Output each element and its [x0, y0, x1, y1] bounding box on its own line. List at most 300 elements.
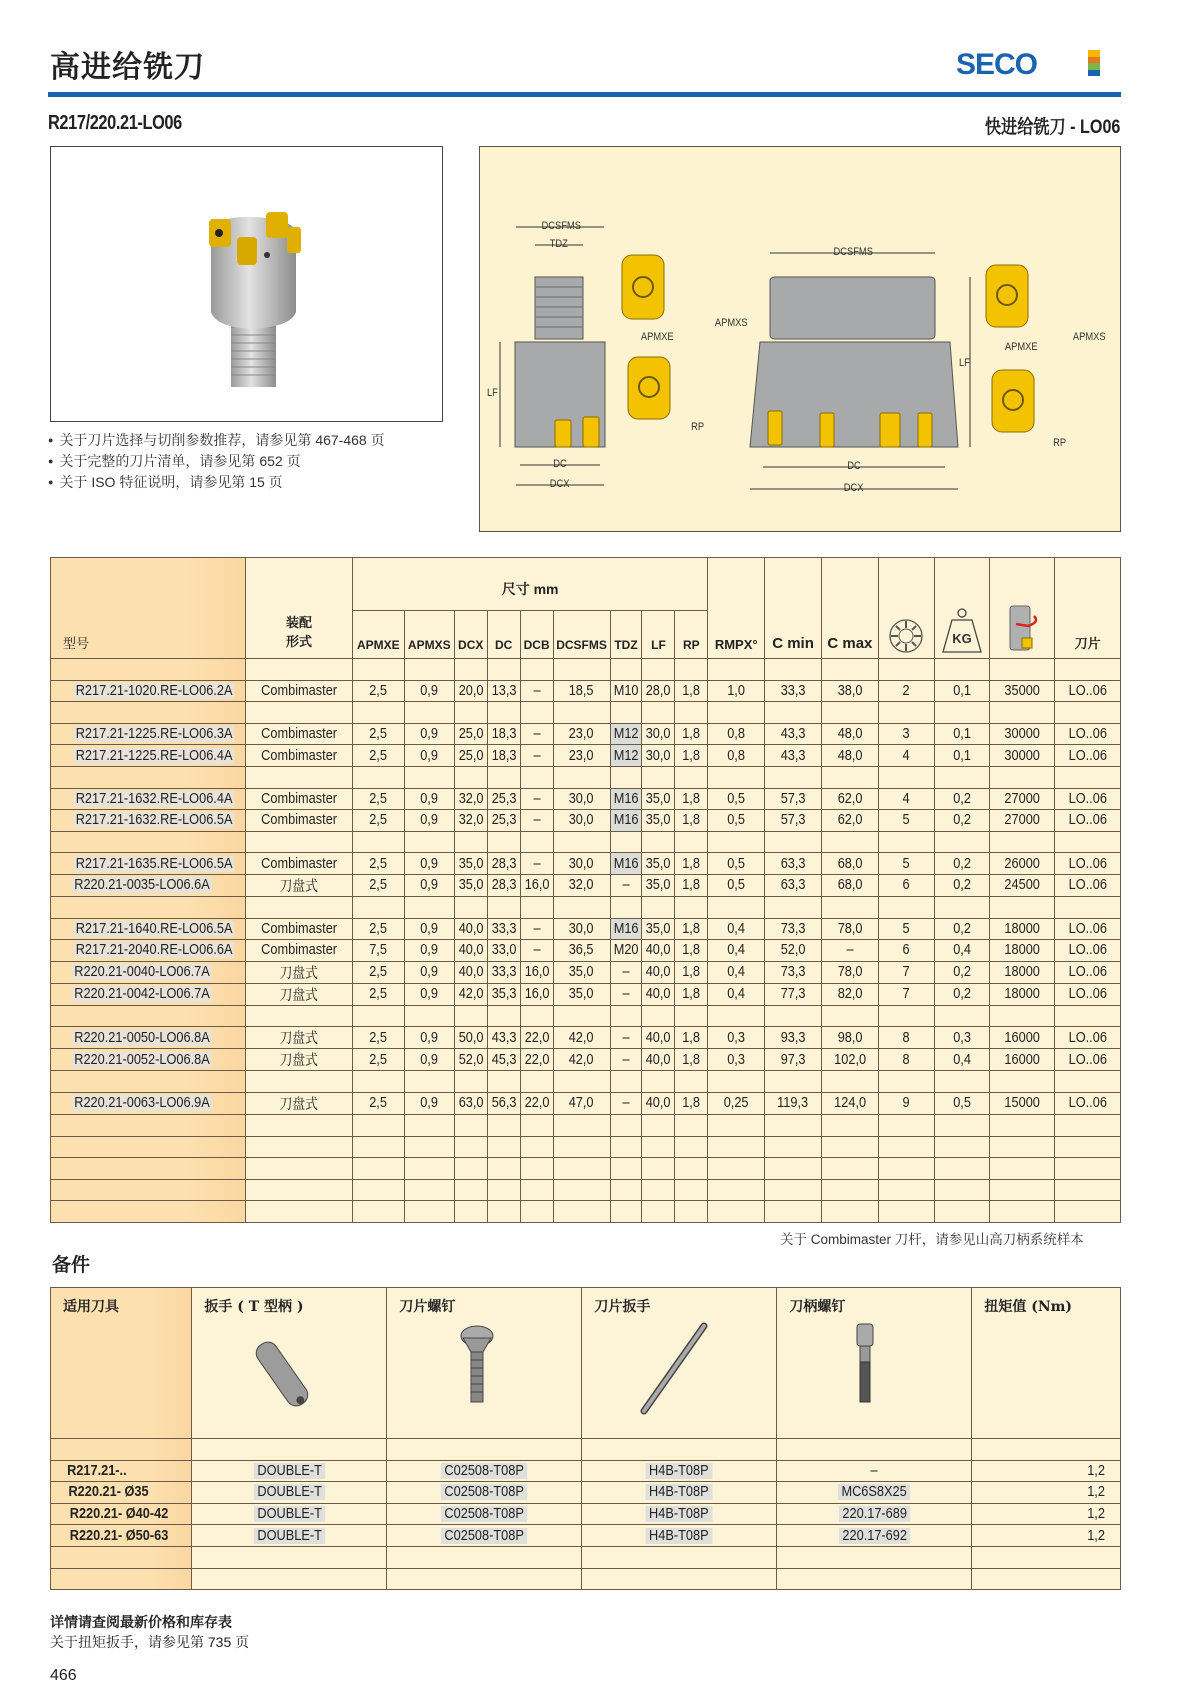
insert-value: LO..06 [1068, 964, 1107, 981]
dcx-value: 63,0 [458, 1095, 484, 1112]
apmxe-value: 2,5 [369, 682, 388, 699]
key-value: DOUBLE-T [254, 1528, 326, 1544]
col-model: 型号 [51, 558, 246, 659]
rp-value: 1,8 [682, 1051, 701, 1068]
cell-dcb [520, 874, 553, 896]
dc-value: 33,0 [491, 942, 517, 959]
cell-lf [642, 831, 675, 853]
cell-model [51, 874, 246, 896]
cell-cmax [821, 766, 878, 788]
cell-dcx [454, 1179, 487, 1201]
cell-rpm [990, 1136, 1055, 1158]
tool-value: R220.21- Ø35 [68, 1484, 149, 1501]
cell-lf [642, 766, 675, 788]
cell-tool [51, 1568, 192, 1590]
cell-holder-screw [777, 1482, 972, 1504]
label-lf: LF [486, 387, 498, 399]
cell-model [51, 1158, 246, 1180]
table-row [51, 1503, 1121, 1525]
cell-z [878, 766, 934, 788]
cell-dcx [454, 1158, 487, 1180]
cell-dc [487, 1136, 520, 1158]
cell-z [878, 1179, 934, 1201]
spacer-row [51, 1114, 1121, 1136]
cell-cmin [765, 788, 822, 810]
cell-rmpx [708, 831, 765, 853]
rmpx-value: 0,5 [727, 855, 746, 872]
cell-dcx [454, 1201, 487, 1223]
dc-value: 28,3 [491, 855, 517, 872]
rmpx-value: 0,25 [723, 1095, 749, 1112]
cell-cmax [821, 1005, 878, 1027]
cell-rmpx [708, 1114, 765, 1136]
cell-insert-key [582, 1460, 777, 1482]
cell-model [51, 1005, 246, 1027]
dcx-value: 35,0 [458, 855, 484, 872]
cell-dcx [454, 940, 487, 962]
cell-dcx [454, 983, 487, 1005]
cell-apmxe [352, 874, 404, 896]
cell-dc [487, 766, 520, 788]
cell-tdz [610, 702, 642, 724]
cell-model [51, 680, 246, 702]
insert-screw-label: 刀片螺钉 [399, 1299, 456, 1315]
kg-value: 0,2 [953, 790, 971, 807]
rpm-value: 18000 [1004, 920, 1041, 937]
cell-cmax [821, 918, 878, 940]
cell-mount [246, 1158, 353, 1180]
note-item: ● 关于完整的刀片清单，请参见第 652 页 [48, 451, 385, 472]
cell-screw [387, 1482, 582, 1504]
z-value: 6 [902, 942, 910, 959]
rpm-value: 16000 [1004, 1051, 1041, 1068]
cell-tool [51, 1460, 192, 1482]
dcx-value: 40,0 [458, 942, 484, 959]
label-lf-large: LF [958, 357, 970, 369]
cell-rmpx [708, 918, 765, 940]
cell-lf [642, 853, 675, 875]
cell-mount [246, 918, 353, 940]
cell-model [51, 1027, 246, 1049]
tdz-value: – [622, 877, 630, 894]
rmpx-value: 1,0 [727, 682, 746, 699]
cell-rp [675, 1092, 708, 1114]
cell-model [51, 831, 246, 853]
lf-value: 40,0 [646, 1029, 671, 1046]
dcb-value: – [533, 682, 541, 699]
lf-value: 40,0 [646, 986, 671, 1003]
cell-cmax [821, 1049, 878, 1071]
key-value: DOUBLE-T [254, 1484, 326, 1500]
cell-cmax [821, 874, 878, 896]
cell-apmxs [404, 766, 454, 788]
dcsfms-value: 32,0 [569, 877, 594, 894]
cell-tdz [610, 1158, 642, 1180]
empty-cell [582, 1439, 777, 1461]
lf-value: 35,0 [646, 877, 671, 894]
table-row [51, 1092, 1121, 1114]
insert-value: LO..06 [1068, 812, 1107, 829]
dcx-value: 35,0 [458, 877, 484, 894]
cmax-value: 78,0 [837, 964, 863, 981]
cell-dcsfms [553, 1049, 610, 1071]
cell-apmxs [404, 788, 454, 810]
cell-rp [675, 766, 708, 788]
model-code: R220.21-0035-LO06.6A [74, 877, 210, 894]
cell-apmxe [352, 702, 404, 724]
cmin-value: 97,3 [780, 1051, 806, 1068]
insert-key-value: H4B-T08P [646, 1528, 713, 1544]
cell-apmxe [352, 1049, 404, 1071]
apmxs-value: 0,9 [420, 682, 439, 699]
cell-apmxe [352, 1005, 404, 1027]
col-torque: 扭矩值 (Nm) [972, 1288, 1121, 1439]
cell-dc [487, 1027, 520, 1049]
dcx-value: 50,0 [458, 1029, 484, 1046]
cell-rmpx [708, 896, 765, 918]
insert-screw-icon [399, 1316, 569, 1426]
cell-kg [934, 1071, 990, 1093]
kg-value: 0,2 [953, 964, 971, 981]
cell-dcb [520, 1027, 553, 1049]
cell-mount [246, 788, 353, 810]
cell-tdz [610, 788, 642, 810]
insert-key-value: H4B-T08P [646, 1463, 713, 1479]
cell-cmin [765, 1005, 822, 1027]
cell-torque [972, 1503, 1121, 1525]
model-code: R220.21-0040-LO06.7A [74, 964, 210, 981]
cell-rmpx [708, 1136, 765, 1158]
cell-tool [51, 1546, 192, 1568]
cell-dc [487, 1201, 520, 1223]
insert-value: LO..06 [1068, 726, 1107, 743]
cell-cmin [765, 1201, 822, 1223]
cell-rpm [990, 1114, 1055, 1136]
cell-dcb [520, 680, 553, 702]
dcx-value: 40,0 [458, 920, 484, 937]
kg-value: 0,1 [953, 726, 971, 743]
apmxe-value: 2,5 [369, 790, 388, 807]
insert-value: LO..06 [1068, 682, 1107, 699]
dc-value: 45,3 [491, 1051, 517, 1068]
z-value: 3 [902, 726, 910, 743]
dcx-value: 20,0 [458, 682, 484, 699]
weight-icon [934, 558, 990, 659]
rpm-value: 24500 [1004, 877, 1041, 894]
cell-cmin [765, 810, 822, 832]
cell-rp [675, 831, 708, 853]
cell-rp [675, 1027, 708, 1049]
cell-apmxs [404, 723, 454, 745]
table-row [51, 788, 1121, 810]
insert-value: LO..06 [1068, 920, 1107, 937]
cell-apmxs [404, 810, 454, 832]
cell-rp [675, 1005, 708, 1027]
cell-dcb [520, 918, 553, 940]
cell-cmax [821, 810, 878, 832]
kg-value: 0,2 [953, 877, 971, 894]
apmxs-value: 0,9 [420, 812, 439, 829]
cell-rpm [990, 788, 1055, 810]
cell-dcb [520, 831, 553, 853]
lf-value: 40,0 [646, 964, 671, 981]
cell-dcsfms [553, 1027, 610, 1049]
cell-apmxs [404, 918, 454, 940]
label-rp-large: RP [1053, 437, 1067, 449]
cell-dcx [454, 1136, 487, 1158]
z-value: 9 [902, 1095, 910, 1112]
cell-kg [934, 723, 990, 745]
cell-cmin [765, 874, 822, 896]
cell-rmpx [708, 1027, 765, 1049]
cell-dcb [520, 723, 553, 745]
cell-rmpx [708, 723, 765, 745]
cell-insert [1055, 1027, 1121, 1049]
label-apmxs: APMXS [714, 317, 748, 329]
cell-dcsfms [553, 1114, 610, 1136]
lf-value: 30,0 [646, 726, 671, 743]
cell-tdz [610, 1136, 642, 1158]
rpm-value: 18000 [1004, 942, 1041, 959]
cell-apmxs [404, 680, 454, 702]
svg-text:KG: KG [952, 631, 972, 646]
cell-model [51, 723, 246, 745]
cell-tdz [610, 831, 642, 853]
cell-mount [246, 659, 353, 681]
dc-value: 18,3 [491, 747, 517, 764]
apmxe-value: 2,5 [369, 1029, 388, 1046]
cell-z [878, 1136, 934, 1158]
model-code: R217.21-1640.RE-LO06.5A [75, 920, 233, 937]
rmpx-value: 0,4 [727, 942, 746, 959]
apmxs-value: 0,9 [420, 877, 439, 894]
reference-notes [48, 430, 385, 493]
tdz-value: – [622, 964, 630, 981]
z-value: 7 [902, 986, 910, 1003]
apmxe-value: 2,5 [369, 747, 388, 764]
cell-model [51, 940, 246, 962]
empty-cell [972, 1439, 1121, 1461]
note-item: ● 关于 ISO 特征说明，请参见第 15 页 [48, 472, 385, 493]
cell-mount [246, 896, 353, 918]
cell-apmxs [404, 1049, 454, 1071]
label-apmxe-large: APMXE [1004, 341, 1038, 353]
insert-value: LO..06 [1068, 855, 1107, 872]
cell-cmin [765, 1092, 822, 1114]
cell-rpm [990, 1092, 1055, 1114]
torque-value: 1,2 [1087, 1506, 1105, 1523]
cell-cmax [821, 1027, 878, 1049]
cell-kg [934, 788, 990, 810]
cell-apmxe [352, 918, 404, 940]
cell-dcx [454, 874, 487, 896]
apmxs-value: 0,9 [420, 1029, 439, 1046]
dcb-value: – [533, 812, 541, 829]
cell-mount [246, 1201, 353, 1223]
cell-mount [246, 1005, 353, 1027]
apmxe-value: 2,5 [369, 964, 388, 981]
cell-lf [642, 1049, 675, 1071]
cell-mount [246, 853, 353, 875]
cell-dcx [454, 1005, 487, 1027]
cmin-value: 77,3 [780, 986, 806, 1003]
cell-kg [934, 1201, 990, 1223]
cell-tdz [610, 1071, 642, 1093]
cmin-value: 119,3 [777, 1095, 809, 1112]
kg-value: 0,5 [953, 1095, 971, 1112]
product-photo [50, 146, 443, 422]
rp-value: 1,8 [682, 920, 701, 937]
rpm-value: 27000 [1004, 812, 1041, 829]
model-code: R220.21-0052-LO06.8A [74, 1051, 210, 1068]
cell-torque [972, 1525, 1121, 1547]
cell-insert [1055, 1179, 1121, 1201]
mount-value: 刀盘式 [279, 878, 319, 895]
cell-model [51, 702, 246, 724]
cell-rmpx [708, 1201, 765, 1223]
holder-screw-value: 220.17-692 [839, 1528, 911, 1544]
cell-dcb [520, 961, 553, 983]
spacer-row [51, 1439, 1121, 1461]
cell-kg [934, 766, 990, 788]
cell-cmin [765, 1071, 822, 1093]
col-lf: LF [642, 611, 675, 659]
cell-dc [487, 940, 520, 962]
cell-apmxs [404, 831, 454, 853]
col-dc: DC [487, 611, 520, 659]
col-holder-screw [777, 1288, 972, 1439]
cell-screw [387, 1546, 582, 1568]
col-rp: RP [675, 611, 708, 659]
cell-dcx [454, 766, 487, 788]
kg-value: 0,2 [953, 812, 971, 829]
cell-z [878, 702, 934, 724]
cell-kg [934, 702, 990, 724]
dc-value: 33,3 [491, 920, 517, 937]
insert-key-value: H4B-T08P [646, 1506, 713, 1522]
label-tdz: TDZ [549, 238, 568, 250]
table-body [51, 659, 1121, 1223]
cell-z [878, 1114, 934, 1136]
cmax-value: 124,0 [833, 1095, 866, 1112]
apmxs-value: 0,9 [420, 986, 439, 1003]
cell-dc [487, 702, 520, 724]
cell-insert-key [582, 1503, 777, 1525]
empty-cell [192, 1439, 387, 1461]
cell-dcx [454, 723, 487, 745]
cell-kg [934, 853, 990, 875]
cell-dcx [454, 659, 487, 681]
cell-insert [1055, 1114, 1121, 1136]
cell-model [51, 745, 246, 767]
col-insert: 刀片 [1055, 558, 1121, 659]
cell-dcb [520, 1049, 553, 1071]
table-row [51, 680, 1121, 702]
dcx-value: 32,0 [458, 812, 484, 829]
cell-insert [1055, 659, 1121, 681]
cell-dcsfms [553, 961, 610, 983]
cell-dcx [454, 961, 487, 983]
cell-dcx [454, 702, 487, 724]
dc-value: 33,3 [491, 964, 517, 981]
cell-dc [487, 1071, 520, 1093]
rp-value: 1,8 [682, 986, 701, 1003]
cell-tdz [610, 723, 642, 745]
cmax-value: 78,0 [837, 920, 863, 937]
holder-screw-value: MC6S8X25 [838, 1484, 910, 1500]
cell-rmpx [708, 853, 765, 875]
torque-value: 1,2 [1087, 1484, 1105, 1501]
dcb-value: 16,0 [524, 986, 550, 1003]
cell-lf [642, 1114, 675, 1136]
cell-dcb [520, 788, 553, 810]
cell-rpm [990, 766, 1055, 788]
empty-cell [387, 1439, 582, 1461]
lf-value: 30,0 [646, 747, 671, 764]
cell-z [878, 1005, 934, 1027]
cell-mount [246, 983, 353, 1005]
cell-dcx [454, 1114, 487, 1136]
col-cmax: C max [821, 558, 878, 659]
empty-cell [51, 1439, 192, 1461]
cell-rpm [990, 680, 1055, 702]
cell-lf [642, 940, 675, 962]
cell-rpm [990, 896, 1055, 918]
cell-screw [387, 1503, 582, 1525]
z-value: 5 [902, 812, 910, 829]
cell-cmax [821, 1092, 878, 1114]
cell-key [192, 1525, 387, 1547]
cell-dcx [454, 896, 487, 918]
col-applicable-tool: 适用刀具 [51, 1288, 192, 1439]
dcx-value: 25,0 [458, 747, 484, 764]
cell-rp [675, 853, 708, 875]
key-value: DOUBLE-T [254, 1506, 326, 1522]
cell-dcsfms [553, 788, 610, 810]
cell-cmin [765, 766, 822, 788]
product-series: R217/220.21-LO06 [48, 112, 182, 134]
cell-z [878, 659, 934, 681]
page-title: 高进给铣刀 [50, 50, 205, 85]
cell-insert [1055, 961, 1121, 983]
z-value: 8 [902, 1029, 910, 1046]
cell-tdz [610, 961, 642, 983]
cell-lf [642, 1201, 675, 1223]
insert-count-icon [878, 558, 934, 659]
cell-lf [642, 659, 675, 681]
apmxe-value: 2,5 [369, 1095, 388, 1112]
cell-rpm [990, 983, 1055, 1005]
insert-value: LO..06 [1068, 790, 1107, 807]
cell-kg [934, 831, 990, 853]
cmin-value: 33,3 [780, 682, 806, 699]
cell-tool [51, 1525, 192, 1547]
insert-value: LO..06 [1068, 1051, 1107, 1068]
cell-insert [1055, 766, 1121, 788]
rp-value: 1,8 [682, 1029, 701, 1046]
cell-z [878, 810, 934, 832]
cell-dc [487, 1005, 520, 1027]
cell-dcsfms [553, 659, 610, 681]
rmpx-value: 0,5 [727, 877, 746, 894]
tdz-value: – [622, 1095, 630, 1112]
tdz-value: M10 [613, 682, 639, 699]
cell-dcb [520, 659, 553, 681]
dc-value: 56,3 [491, 1095, 517, 1112]
cell-apmxe [352, 1136, 404, 1158]
cell-lf [642, 983, 675, 1005]
dcb-value: – [533, 747, 541, 764]
